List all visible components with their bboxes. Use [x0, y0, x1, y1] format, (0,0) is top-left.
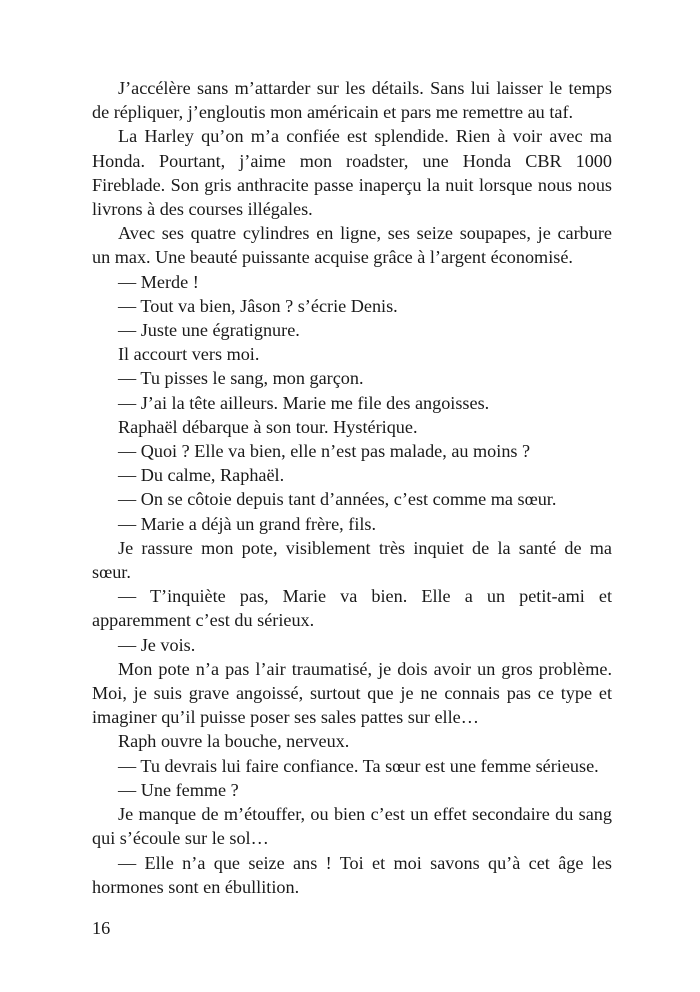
paragraph: Il accourt vers moi. [118, 344, 260, 365]
paragraph: J’accélère sans m’attarder sur les détails. Sans lui laisser le temps de répliquer, j’engloutis mon américain et pars me remettre au taf. [92, 78, 612, 123]
dialogue-line: — Tout va bien, Jâson ? s’écrie Denis. [118, 295, 398, 316]
dialogue-line: — Tu devrais lui faire confiance. Ta sœur est une femme sérieuse. [118, 755, 599, 776]
paragraph: La Harley qu’on m’a confiée est splendide. Rien à voir avec ma Honda. Pourtant, j’aime mon roadster, une Honda CBR 1000 Fireblade. Son gris anthracite passe inaperçu la nuit lorsque nous nous livrons à des courses illégales. [92, 126, 612, 220]
paragraph: Raphaël débarque à son tour. Hystérique. [118, 416, 418, 437]
dialogue-line: — Juste une égratignure. [118, 320, 300, 341]
dialogue-line: — Quoi ? Elle va bien, elle n’est pas malade, au moins ? [118, 441, 531, 462]
dialogue-line: — On se côtoie depuis tant d’années, c’est comme ma sœur. [118, 489, 557, 510]
dialogue-line: — Elle n’a que seize ans ! Toi et moi savons qu’à cet âge les hormones sont en ébullition. [92, 852, 612, 897]
paragraph: Avec ses quatre cylindres en ligne, ses seize soupapes, je carbure un max. Une beauté puissante acquise grâce à l’argent économisé. [92, 223, 612, 268]
paragraph: Mon pote n’a pas l’air traumatisé, je dois avoir un gros problème. Moi, je suis grave angoissé, surtout que je ne connais pas ce type et imaginer qu’il puisse poser ses sales pattes sur elle… [92, 658, 612, 728]
dialogue-line: — Merde ! [118, 271, 199, 292]
dialogue-line: — Je vois. [118, 634, 196, 655]
dialogue-line: — Tu pisses le sang, mon garçon. [118, 368, 364, 389]
dialogue-line: — Marie a déjà un grand frère, fils. [118, 513, 377, 534]
dialogue-line: — J’ai la tête ailleurs. Marie me file des angoisses. [118, 392, 490, 413]
paragraph: Raph ouvre la bouche, nerveux. [118, 731, 350, 752]
paragraph: Je manque de m’étouffer, ou bien c’est un effet secondaire du sang qui s’écoule sur le sol… [92, 804, 612, 849]
page-number: 16 [92, 918, 111, 938]
dialogue-line: — Une femme ? [118, 779, 239, 800]
dialogue-line: — Du calme, Raphaël. [118, 465, 285, 486]
paragraph: Je rassure mon pote, visiblement très inquiet de la santé de ma sœur. [92, 537, 612, 583]
dialogue-line: — T’inquiète pas, Marie va bien. Elle a un petit-ami et apparemment c’est du sérieux. [92, 586, 612, 631]
body-text [92, 76, 612, 899]
